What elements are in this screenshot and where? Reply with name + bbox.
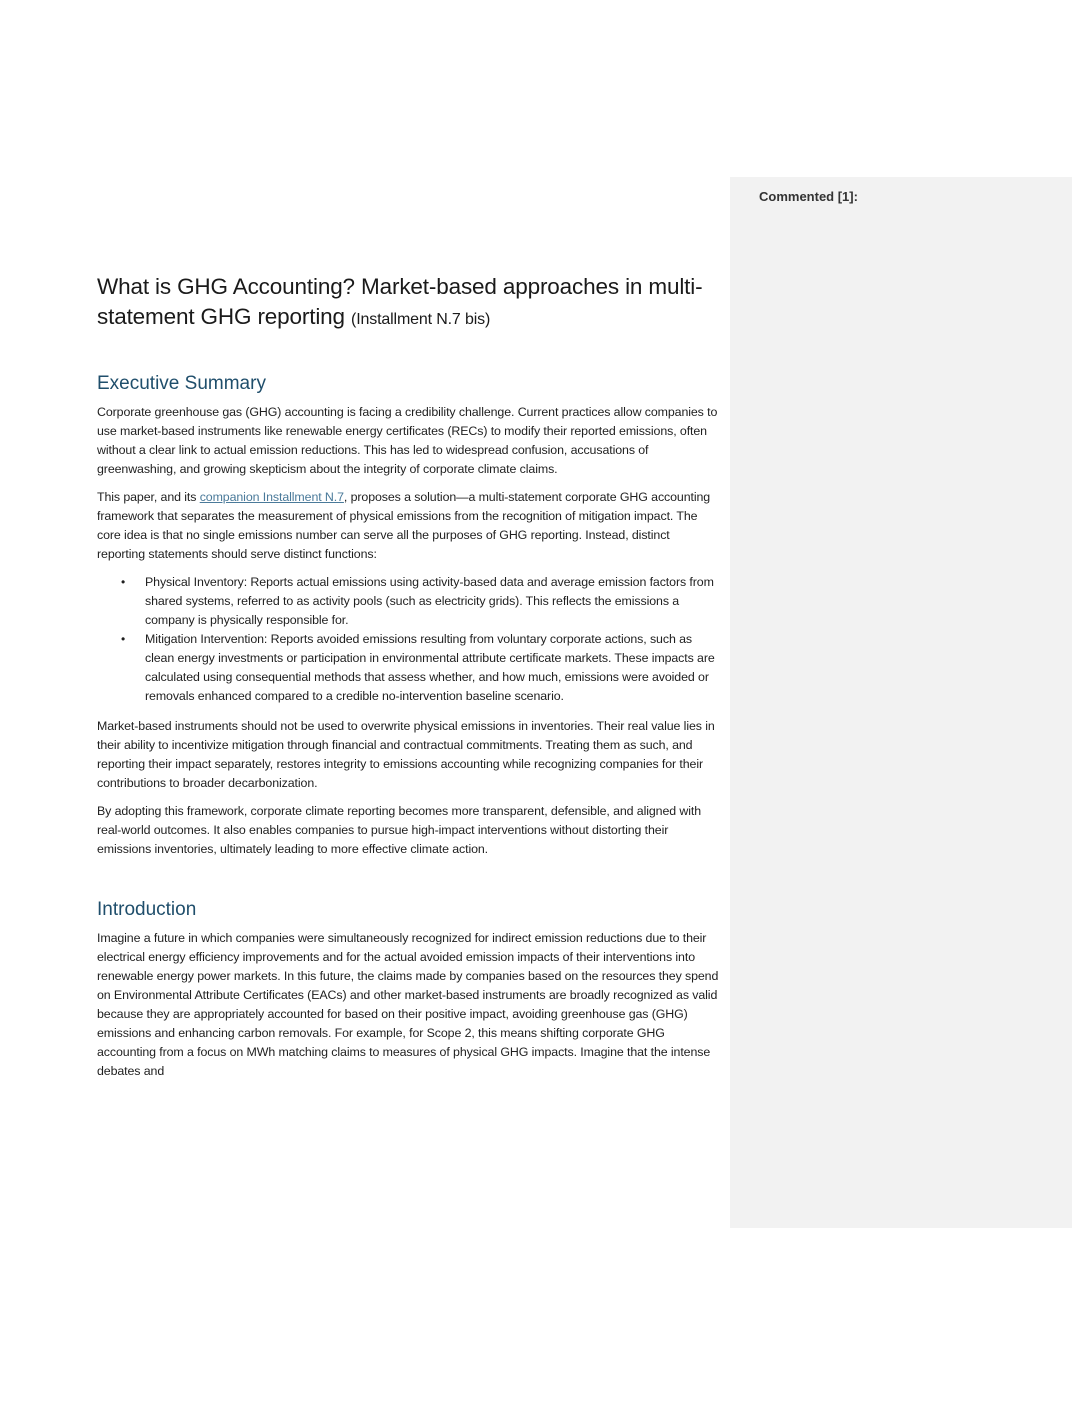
bullet-icon: • [121,575,126,589]
functions-list [97,573,719,706]
comment-pane [730,177,1072,1228]
introduction-heading: Introduction [97,899,197,920]
comment-label: Commented [1]: [759,189,858,204]
introduction-paragraph-1: Imagine a future in which companies were simultaneously recognized for indirect emission reductions due to their electrical energy efficiency improvements and for the actual avoided emission impacts of their interventions into renewable energy power markets. In this future, the claims made by companies based on the resources they spend on Environmental Attribute Certificates (EACs) and other market-based instruments are broadly recognized as valid because they are appropriately accounted for based on their positive impact, avoiding greenhouse gas (GHG) emissions and enhancing carbon removals. For example, for Scope 2, this means shifting corporate GHG accounting from a focus on MWh matching claims to measures of physical GHG impacts. Imagine that the intense debates and [97,931,719,1078]
list-item [97,630,719,706]
executive-summary-paragraph-4: By adopting this framework, corporate climate reporting becomes more transparent, defensible, and aligned with real-world outcomes. It also enables companies to pursue high-impact interventions without distorting their emissions inventories, ultimately leading to more effective climate action. [97,804,702,856]
companion-installment-link[interactable]: companion Installment N.7 [199,490,344,504]
paragraph-2-rest: , proposes a solution—a multi-statement corporate GHG accounting framework that separates the measurement of physical emissions from the recognition of mitigation impact. The core idea is that no single emissions number can serve all the purposes of GHG reporting. Instead, distinct reporting statements should serve distinct functions: [97,490,711,561]
list-item-text: Physical Inventory: Reports actual emissions using activity-based data and average emission factors from shared systems, referred to as activity pools (such as electricity grids). This reflects the emissions a company is physically responsible for. [145,575,714,627]
list-item-text: Mitigation Intervention: Reports avoided emissions resulting from voluntary corporate actions, such as clean energy investments or participation in environmental attribute certificate markets. These impacts are calculated using consequential methods that assess whether, and how much, emissions were avoided or removals enhanced compared to a credible no-intervention baseline scenario. [145,632,715,703]
document-body [97,272,719,1081]
bullet-icon: • [121,632,126,646]
document-title-installment: (Installment N.7 bis) [351,311,491,328]
document-title [97,272,719,335]
executive-summary-paragraph-2 [97,488,719,564]
document-title-main: What is GHG Accounting? Market-based approaches in multi-statement GHG reporting [97,274,703,329]
paragraph-2-lead: This paper, and its [97,490,200,504]
executive-summary-paragraph-3: Market-based instruments should not be used to overwrite physical emissions in inventories. Their real value lies in their ability to incentivize mitigation through financial and contractual commitments. Treating them as such, and reporting their impact separately, restores integrity to emissions accounting while recognizing companies for their contributions to broader decarbonization. [97,719,715,790]
executive-summary-paragraph-1: Corporate greenhouse gas (GHG) accounting is facing a credibility challenge. Current practices allow companies to use market-based instruments like renewable energy certificates (RECs) to modify their reported emissions, often without a clear link to actual emission reductions. This has led to widespread confusion, accusations of greenwashing, and growing skepticism about the integrity of corporate climate claims. [97,405,718,476]
executive-summary-heading: Executive Summary [97,373,266,394]
list-item [97,573,719,630]
